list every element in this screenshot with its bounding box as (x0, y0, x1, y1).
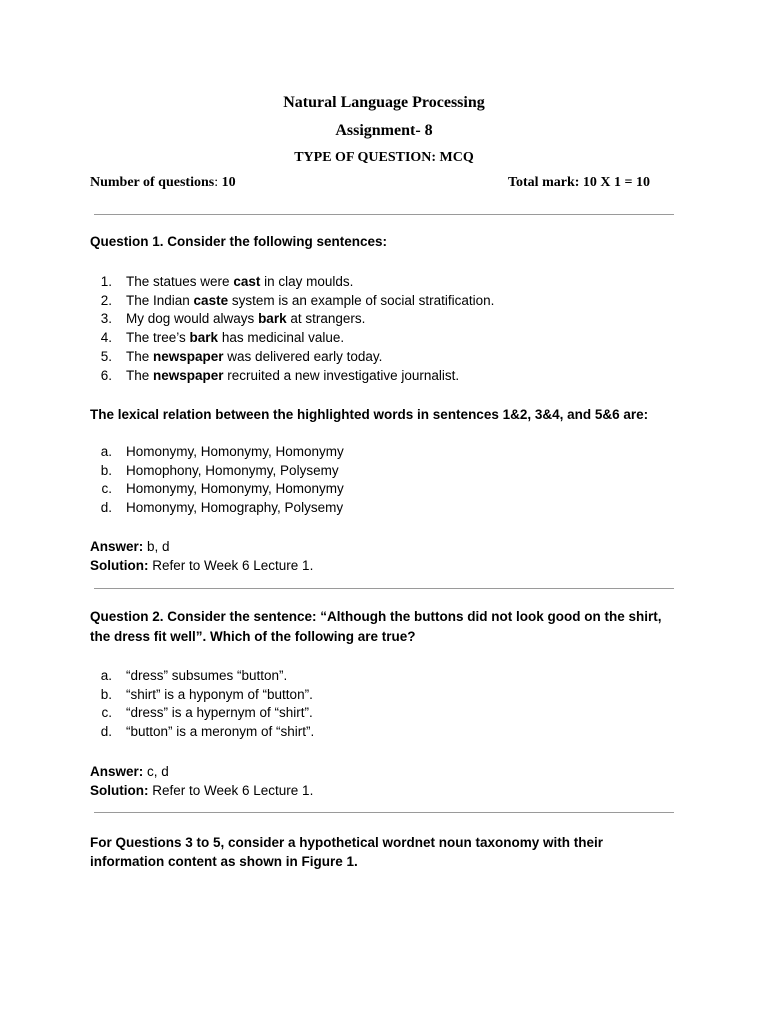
option-text: “button” is a meronym of “shirt”. (126, 724, 315, 740)
document-title: Natural Language Processing (283, 94, 485, 111)
question-2-prompt-line-1: Question 2. Consider the sentence: “Although the buttons did not look good on the shirt, (90, 609, 662, 624)
highlighted-word: bark (189, 330, 219, 346)
sentence-item (90, 292, 494, 311)
solution-value: Refer to Week 6 Lecture 1. (148, 558, 314, 573)
sentence-text-pre: The (126, 367, 154, 383)
option-letter: d. (100, 500, 112, 516)
question-2-prompt-line-2: the dress fit well”. Which of the following are true? (90, 629, 416, 644)
option-text: “dress” is a hypernym of “shirt”. (126, 705, 313, 721)
option-letter: b. (100, 686, 112, 702)
question-type: TYPE OF QUESTION: MCQ (294, 150, 474, 165)
option-text: “dress” subsumes “button”. (126, 668, 288, 683)
sentence-text-pre: My dog would always (126, 311, 259, 327)
option-letter: c. (101, 481, 112, 497)
question-1-answer (90, 537, 170, 556)
sentence-text-post: was delivered early today. (223, 348, 383, 364)
solution-value: Refer to Week 6 Lecture 1. (148, 783, 314, 798)
option-letter: d. (100, 724, 112, 740)
option-text: Homonymy, Homonymy, Homonymy (126, 481, 344, 497)
divider (94, 214, 674, 215)
option-letter: a. (100, 668, 112, 683)
sentence-number: 5. (100, 348, 112, 364)
option-item (90, 686, 314, 705)
sentence-text-pre: The (126, 348, 154, 364)
divider (94, 588, 674, 589)
question-2-solution (90, 781, 313, 800)
total-mark: Total mark: 10 X 1 = 10 (507, 175, 650, 190)
number-of-questions-value: 10 (221, 175, 236, 190)
sentence-item (90, 348, 494, 367)
highlighted-word: bark (258, 311, 287, 327)
sentence-number: 2. (100, 292, 112, 308)
sentence-text-pre: The Indian (126, 292, 194, 308)
questions-3-to-5-intro-line-1: For Questions 3 to 5, consider a hypothetical wordnet noun taxonomy with their (90, 835, 604, 850)
sentence-item (90, 367, 494, 386)
answer-label: Answer: (90, 764, 144, 779)
sentence-number: 3. (100, 311, 112, 327)
option-item (90, 704, 314, 723)
option-text: Homonymy, Homography, Polysemy (126, 500, 344, 516)
number-of-questions-label: Number of questions (90, 175, 215, 190)
question-2-options (90, 667, 314, 742)
option-item (90, 443, 344, 462)
question-1-question: The lexical relation between the highlighted words in sentences 1&2, 3&4, and 5&6 are: (90, 407, 649, 422)
question-1-sentences (90, 273, 494, 385)
question-1-options (90, 443, 344, 518)
sentence-item (90, 329, 494, 348)
answer-value: c, d (143, 764, 169, 779)
option-item (90, 723, 314, 742)
sentence-number: 4. (100, 330, 112, 346)
number-of-questions (90, 175, 236, 191)
option-text: Homophony, Homonymy, Polysemy (126, 462, 339, 478)
option-text: Homonymy, Homonymy, Homonymy (126, 444, 344, 459)
assignment-number: Assignment- 8 (335, 122, 433, 139)
sentence-item (90, 310, 494, 329)
sentence-text-post: recruited a new investigative journalist. (223, 367, 460, 383)
number-of-questions-sep: : (214, 175, 222, 190)
option-item (90, 499, 344, 518)
divider (94, 812, 674, 813)
sentence-text-post: in clay moulds. (260, 274, 354, 289)
answer-value: b, d (143, 539, 170, 554)
solution-label: Solution: (90, 783, 149, 798)
highlighted-word: caste (193, 292, 229, 308)
option-item (90, 462, 344, 481)
sentence-text-pre: The tree’s (126, 330, 190, 346)
sentence-number: 6. (100, 367, 112, 383)
question-1-prompt: Question 1. Consider the following sentences: (90, 234, 388, 249)
option-letter: c. (101, 705, 112, 721)
questions-3-to-5-intro-line-2: information content as shown in Figure 1. (90, 854, 358, 869)
highlighted-word: newspaper (153, 367, 224, 383)
highlighted-word: cast (233, 274, 261, 289)
highlighted-word: newspaper (153, 348, 224, 364)
sentence-text-post: system is an example of social stratification. (228, 292, 495, 308)
question-2-answer (90, 762, 169, 781)
option-item (90, 480, 344, 499)
question-1-solution (90, 556, 313, 575)
sentence-text-pre: The statues were (126, 274, 234, 289)
answer-label: Answer: (90, 539, 144, 554)
sentence-number: 1. (100, 274, 112, 289)
sentence-item (90, 273, 494, 292)
solution-label: Solution: (90, 558, 149, 573)
option-item (90, 667, 314, 686)
option-letter: b. (100, 462, 112, 478)
sentence-text-post: has medicinal value. (218, 330, 345, 346)
option-letter: a. (100, 444, 112, 459)
option-text: “shirt” is a hyponym of “button”. (126, 686, 313, 702)
sentence-text-post: at strangers. (286, 311, 366, 327)
